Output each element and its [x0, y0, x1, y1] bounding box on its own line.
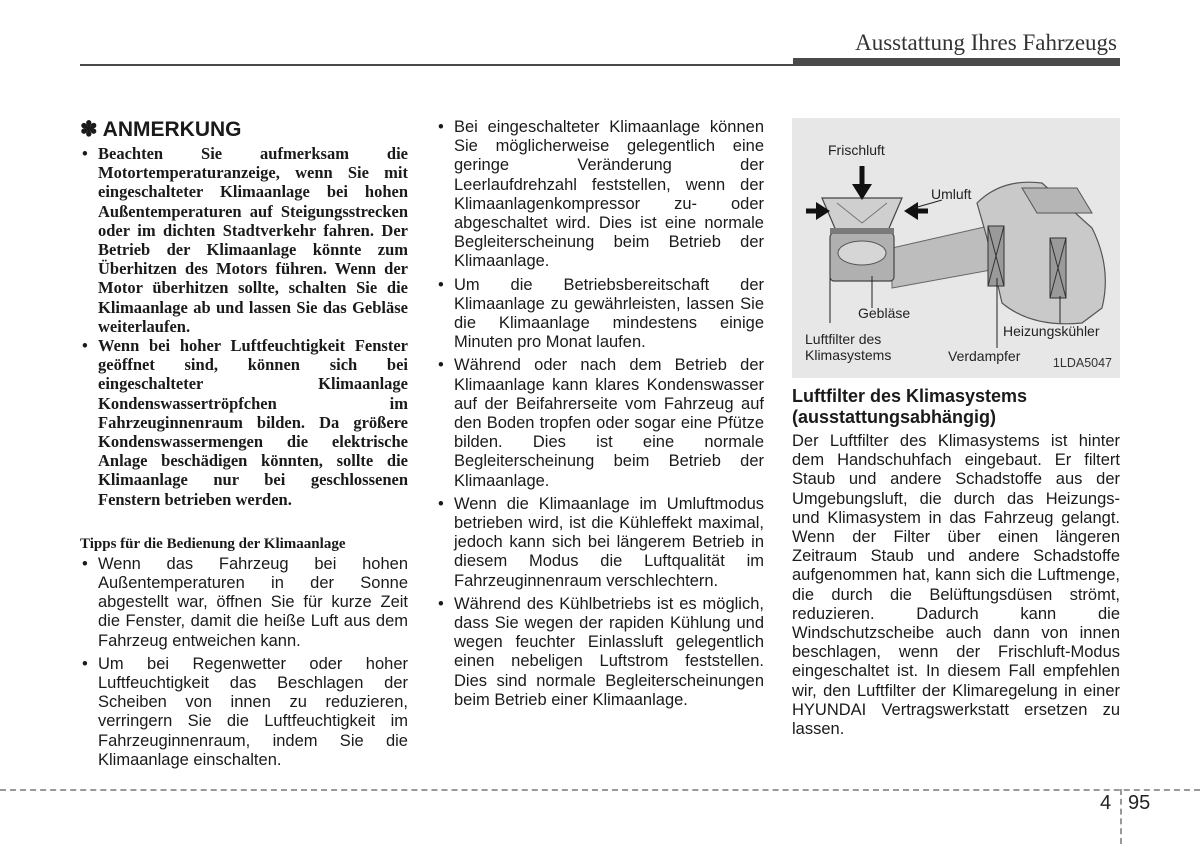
tips-list [80, 555, 408, 770]
tips-item: • Um bei Regenwetter oder hoher Luftfeuchtigkeit das Beschlagen der Scheiben von innen zu reduzieren, verringern Sie die Luftfeuchtigkeit im Fahrzeuginnenraum, indem Sie die Klimaanlage einschalten. [80, 655, 408, 770]
list-item: • Während des Kühlbetriebs ist es möglich, dass Sie wegen der rapiden Kühlung und wegen feuchter Einlassluft gelegentlich einen nebeligen Luftstrom feststellen. Dies sind normale Begleiterscheinungen beim Betrieb einer Klimaanlage. [436, 595, 764, 710]
section-heading: Luftfilter des Klimasystems (ausstattungsabhängig) [792, 386, 1028, 427]
footer-divider [1120, 789, 1122, 844]
header-rule [80, 64, 820, 66]
column-middle [436, 118, 764, 714]
label-luftfilter: Luftfilter des Klimasystems [805, 331, 892, 363]
list-item: • Wenn die Klimaanlage im Umluftmodus betrieben wird, ist die Kühleffekt maximal, jedoch kann sich bei längerem Betrieb in diesem Modus die Luftqualität im Fahrzeuginnenraum verschlechtern. [436, 495, 764, 591]
label-frischluft: Frischluft [828, 142, 885, 158]
footer-rule [0, 789, 1200, 791]
tips-heading: Tipps für die Bedienung der Klimaanlage [80, 535, 346, 552]
chapter-number: 4 [1100, 792, 1112, 814]
note-item: • Beachten Sie aufmerksam die Motortemperaturanzeige, wenn Sie mit eingeschalteter Klimaanlage bei hohen Außentemperaturen auf Steigungsstrecken oder im dichten Stadtverkehr fahren. Der Betrieb der Klimaanlage könnte zum Überhitzen des Motors führen. Wenn der Motor überhitzen sollte, schalten Sie die Klimaanlage ab und lassen Sie das Gebläse weiterlaufen. [80, 144, 408, 336]
column-left [80, 118, 408, 774]
tips-item: • Wenn das Fahrzeug bei hohen Außentemperaturen in der Sonne abgestellt war, öffnen Sie für kurze Zeit die Fenster, damit die heiße Luft aus dem Fahrzeug entweichen kann. [80, 555, 408, 651]
column-right [792, 118, 1120, 739]
list-item: • Bei eingeschalteter Klimaanlage können Sie möglicherweise gelegentlich eine geringe Veränderung der Leerlaufdrehzahl feststellen, wenn der Klimaanlagenkompressor zu- oder abgeschaltet wird. Dies ist eine normale Begleiterscheinung beim Betrieb der Klimaanlage. [436, 118, 764, 272]
label-verdampfer: Verdampfer [948, 348, 1021, 364]
aircon-notes-list [436, 118, 764, 710]
climate-system-diagram [792, 118, 1120, 378]
list-item: • Während oder nach dem Betrieb der Klimaanlage kann klares Kondenswasser auf der Beifahrerseite vom Fahrzeug auf den Boden tropfen oder sogar eine Pfütze bilden. Dies ist eine normale Begleiterscheinung beim Betrieb der Klimaanlage. [436, 356, 764, 490]
figure-code: 1LDA5047 [1052, 356, 1112, 370]
label-geblaese: Gebläse [858, 305, 911, 321]
note-list [80, 144, 408, 509]
note-heading: ✽ ANMERKUNG [80, 118, 242, 141]
label-umluft: Umluft [931, 186, 972, 202]
list-item: • Um die Betriebsbereitschaft der Klimaanlage zu gewährleisten, lassen Sie die Klimaanlage mindestens einige Minuten pro Monat laufen. [436, 276, 764, 353]
page-number: 95 [1128, 792, 1151, 814]
section-body: Der Luftfilter des Klimasystems ist hinter dem Handschuhfach eingebaut. Er filtert Staub und andere Schadstoffe aus der Umgebungsluft, die durch das Heizungs- und Klimasystem in das Fahrzeug gelangt. Wenn der Filter über einen längeren Zeitraum Staub und andere Schadstoffe aufgenommen hat, kann sich die Luftmenge, die durch die Belüftungsdüsen strömt, reduzieren. Dadurch kann die Windschutzscheibe auch dann von innen beschlagen, wenn der Frischluft-Modus eingeschaltet ist. In diesem Fall empfehlen wir, den Luftfilter der Klimaregelung in einer HYUNDAI Vertragswerkstatt ersetzen zu lassen. [792, 432, 1120, 739]
header-rule-accent [793, 58, 1120, 66]
label-heizungskuehler: Heizungskühler [1003, 323, 1100, 339]
page-header-title: Ausstattung Ihres Fahrzeugs [855, 30, 1117, 55]
note-item: • Wenn bei hoher Luftfeuchtigkeit Fenster geöffnet sind, können sich bei eingeschalteter Klimaanlage Kondenswassertröpfchen im Fahrzeuginnenraum bilden. Da größere Kondenswassermengen die elektrische Anlage beschädigen könnten, sollte die Klimaanlage nur bei geschlossenen Fenstern betrieben werden. [80, 336, 408, 509]
